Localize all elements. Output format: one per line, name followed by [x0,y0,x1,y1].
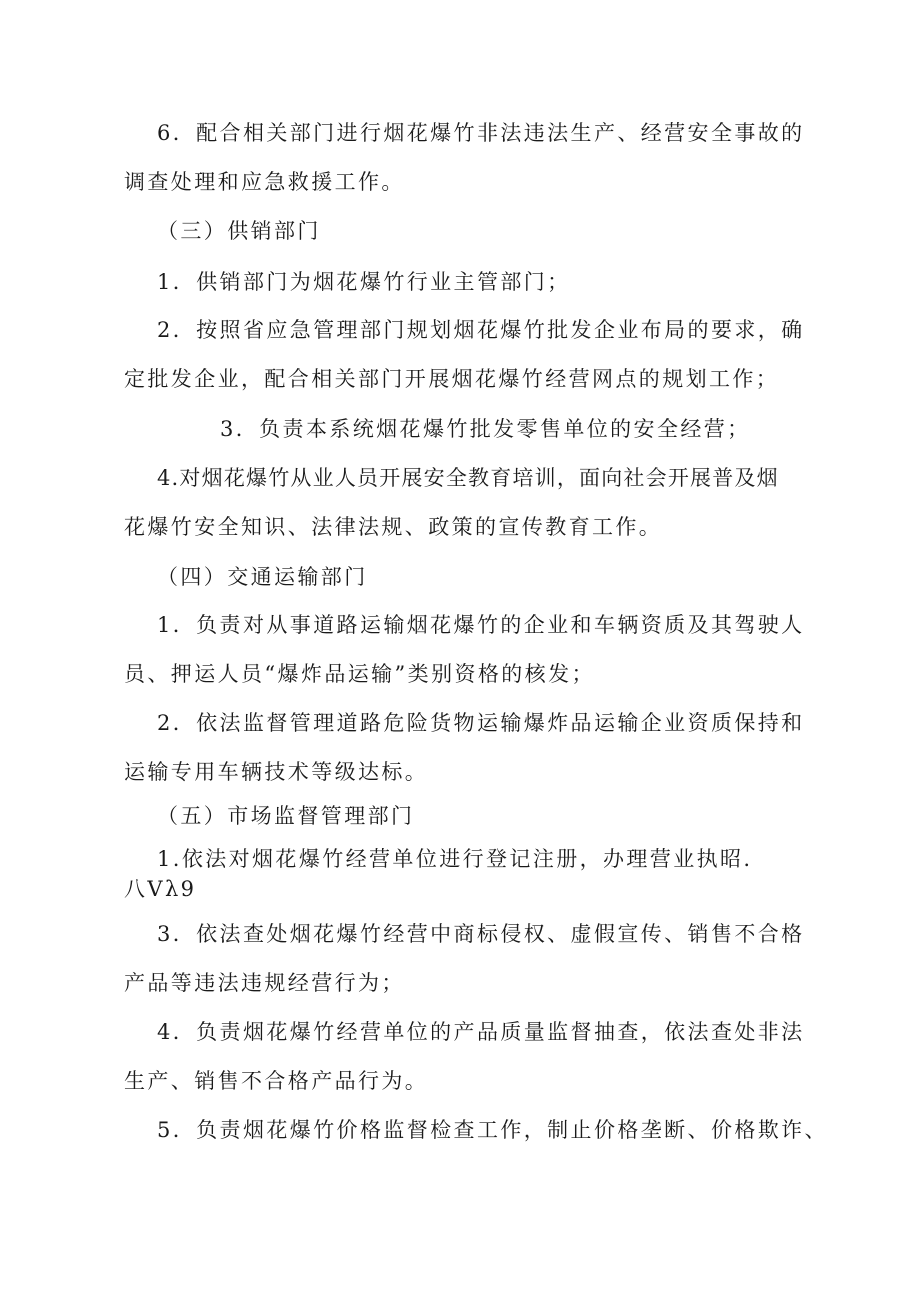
market-item-1-line-1: 1.依法对烟花爆竹经营单位进行登记注册，办理营业执昭. [157,847,753,871]
transport-item-2-line-1: 2．依法监督管理道路危险货物运输爆炸品运输企业资质保持和 [157,711,805,735]
supply-item-1: 1．供销部门为烟花爆竹行业主管部门； [157,270,571,294]
supply-item-4-line-1: 4.对烟花爆竹从业人员开展安全教育培训，面向社会开展普及烟 [157,466,779,490]
transport-item-2-line-2: 运输专用车辆技术等级达标。 [124,760,429,784]
transport-item-1-line-1: 1．负责对从事道路运输烟花爆竹的企业和车辆资质及其驾驶人 [157,613,805,637]
supply-item-2-line-1: 2．按照省应急管理部门规划烟花爆竹批发企业布局的要求，确 [157,318,805,342]
section-heading-market-supervision: （五）市场监督管理部门 [157,804,415,828]
market-item-5-line-1: 5．负责烟花爆竹价格监督检查工作，制止价格垄断、价格欺诈、 [157,1118,828,1142]
market-item-4-line-1: 4．负责烟花爆竹经营单位的产品质量监督抽查，依法查处非法 [157,1020,805,1044]
paragraph-6-line-2: 调查处理和应急救援工作。 [124,170,405,194]
market-item-1-line-2: 八Ⅴλ9 [124,877,197,901]
supply-item-4-line-2: 花爆竹安全知识、法律法规、政策的宣传教育工作。 [124,515,663,539]
section-heading-supply-marketing: （三）供销部门 [157,219,321,243]
market-item-4-line-2: 生产、销售不合格产品行为。 [124,1069,429,1093]
paragraph-6-line-1: 6．配合相关部门进行烟花爆竹非法违法生产、经营安全事故的 [157,121,805,145]
transport-item-1-line-2: 员、押运人员“爆炸品运输”类别资格的核发； [124,662,595,686]
market-item-3-line-1: 3．依法查处烟花爆竹经营中商标侵权、虚假宣传、销售不合格 [157,922,805,946]
market-item-3-line-2: 产品等违法违规经营行为； [124,971,405,995]
section-heading-transport: （四）交通运输部门 [157,565,368,589]
supply-item-2-line-2: 定批发企业，配合相关部门开展烟花爆竹经营网点的规划工作； [124,367,780,391]
supply-item-3: 3．负责本系统烟花爆竹批发零售单位的安全经营； [220,417,751,441]
